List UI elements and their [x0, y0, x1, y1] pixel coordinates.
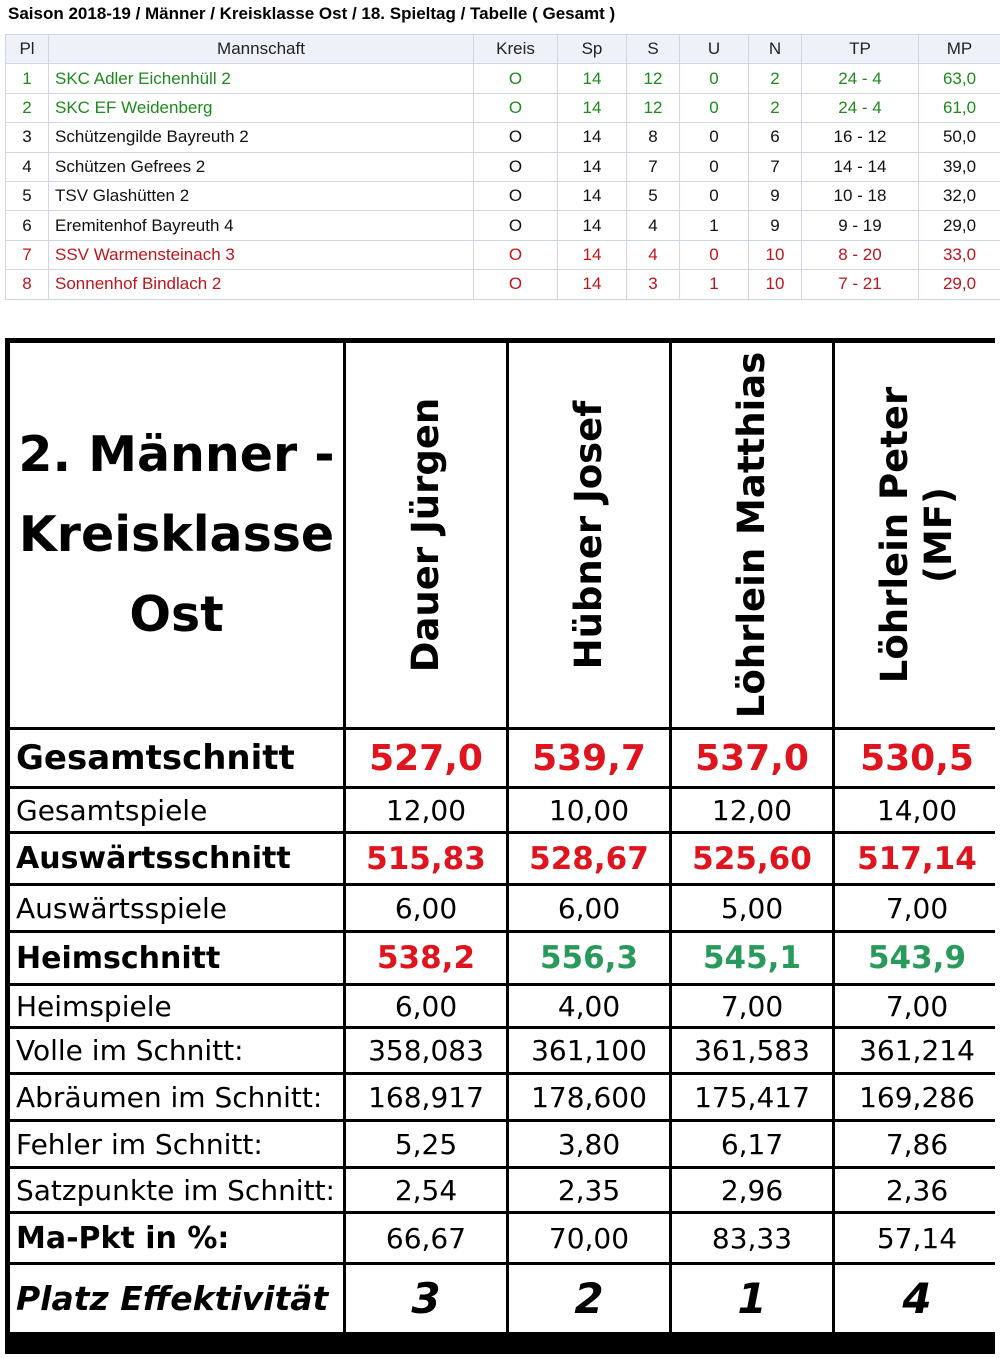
match-points: 29,0 — [919, 270, 1000, 299]
header-sp: Sp — [558, 35, 627, 64]
rank: 4 — [6, 152, 49, 181]
row-label-ma-pkt: Ma-Pkt in %: — [10, 1214, 343, 1262]
table-points: 14 - 14 — [802, 152, 919, 181]
kreis: O — [474, 93, 558, 122]
stat-value: 5,25 — [346, 1122, 506, 1166]
stat-value: 6,00 — [509, 886, 669, 930]
games: 14 — [558, 64, 627, 93]
stat-value: 537,0 — [672, 730, 832, 786]
stat-value: 361,100 — [509, 1029, 669, 1072]
row-label-auswaertsspiele: Auswärtsspiele — [10, 886, 343, 930]
losses: 9 — [749, 181, 802, 210]
kreis: O — [474, 123, 558, 152]
stat-value: 12,00 — [672, 789, 832, 831]
kreis: O — [474, 240, 558, 269]
table-row — [6, 270, 1000, 299]
stat-value: 556,3 — [509, 933, 669, 983]
player-name: Dauer Jürgen — [404, 397, 447, 673]
team-name: SKC EF Weidenberg — [49, 93, 474, 122]
header-n: N — [749, 35, 802, 64]
table-row — [6, 123, 1000, 152]
losses: 7 — [749, 152, 802, 181]
team-name: Schützengilde Bayreuth 2 — [49, 123, 474, 152]
match-points: 50,0 — [919, 123, 1000, 152]
team-name: SKC Adler Eichenhüll 2 — [49, 64, 474, 93]
row-label-gesamtspiele: Gesamtspiele — [10, 789, 343, 831]
draws: 0 — [680, 64, 749, 93]
losses: 2 — [749, 93, 802, 122]
team-name: SSV Warmensteinach 3 — [49, 240, 474, 269]
stat-value: 539,7 — [509, 730, 669, 786]
stat-value: 530,5 — [835, 730, 999, 786]
header-kreis: Kreis — [474, 35, 558, 64]
stat-value: 7,00 — [672, 986, 832, 1026]
losses: 9 — [749, 211, 802, 240]
draws: 0 — [680, 123, 749, 152]
league-table — [5, 34, 1000, 300]
kreis: O — [474, 211, 558, 240]
header-tp: TP — [802, 35, 919, 64]
rank: 8 — [6, 270, 49, 299]
table-row — [6, 152, 1000, 181]
stat-value: 14,00 — [835, 789, 999, 831]
player-header — [509, 343, 669, 727]
games: 14 — [558, 270, 627, 299]
row-label-heimschnitt: Heimschnitt — [10, 933, 343, 983]
stat-value: 7,00 — [835, 986, 999, 1026]
stat-value: 83,33 — [672, 1214, 832, 1262]
stat-value: 5,00 — [672, 886, 832, 930]
stat-value: 3 — [346, 1265, 506, 1332]
player-stats-table — [5, 338, 995, 1354]
stat-value: 6,00 — [346, 986, 506, 1026]
header-mp: MP — [919, 35, 1000, 64]
league-header-row — [6, 35, 1000, 64]
wins: 12 — [627, 64, 680, 93]
rank: 7 — [6, 240, 49, 269]
table-row — [6, 181, 1000, 210]
kreis: O — [474, 152, 558, 181]
team-name: Eremitenhof Bayreuth 4 — [49, 211, 474, 240]
rank: 2 — [6, 93, 49, 122]
row-label-abraeumen: Abräumen im Schnitt: — [10, 1075, 343, 1119]
wins: 4 — [627, 211, 680, 240]
rank: 1 — [6, 64, 49, 93]
player-header — [835, 343, 999, 727]
row-label-auswaertsschnitt: Auswärtsschnitt — [10, 834, 343, 883]
wins: 4 — [627, 240, 680, 269]
stat-value: 2 — [509, 1265, 669, 1332]
stat-value: 66,67 — [346, 1214, 506, 1262]
stat-value: 538,2 — [346, 933, 506, 983]
stat-value: 2,36 — [835, 1169, 999, 1211]
stats-title-line: Ost — [129, 586, 224, 643]
row-label-volle: Volle im Schnitt: — [10, 1029, 343, 1072]
stat-value: 7,00 — [835, 886, 999, 930]
season-title: Saison 2018-19 / Männer / Kreisklasse Ost / 18. Spieltag / Tabelle ( Gesamt ) — [8, 4, 616, 23]
match-points: 32,0 — [919, 181, 1000, 210]
match-points: 29,0 — [919, 211, 1000, 240]
stat-value: 4,00 — [509, 986, 669, 1026]
stat-value: 7,86 — [835, 1122, 999, 1166]
stat-value: 545,1 — [672, 933, 832, 983]
stat-value: 1 — [672, 1265, 832, 1332]
player-name: Hübner Josef — [567, 400, 610, 670]
player-role: (MF) — [917, 487, 960, 583]
table-row — [6, 240, 1000, 269]
stat-value: 178,600 — [509, 1075, 669, 1119]
match-points: 61,0 — [919, 93, 1000, 122]
draws: 0 — [680, 93, 749, 122]
header-u: U — [680, 35, 749, 64]
draws: 1 — [680, 270, 749, 299]
stats-title-line: 2. Männer - — [18, 426, 335, 483]
stat-value: 70,00 — [509, 1214, 669, 1262]
games: 14 — [558, 211, 627, 240]
stat-value: 175,417 — [672, 1075, 832, 1119]
stat-value: 2,54 — [346, 1169, 506, 1211]
table-points: 24 - 4 — [802, 93, 919, 122]
games: 14 — [558, 152, 627, 181]
kreis: O — [474, 64, 558, 93]
team-name: Schützen Gefrees 2 — [49, 152, 474, 181]
stat-value: 525,60 — [672, 834, 832, 883]
team-name: TSV Glashütten 2 — [49, 181, 474, 210]
rank: 3 — [6, 123, 49, 152]
player-header — [672, 343, 832, 727]
stat-value: 57,14 — [835, 1214, 999, 1262]
stat-value: 2,35 — [509, 1169, 669, 1211]
games: 14 — [558, 240, 627, 269]
table-points: 10 - 18 — [802, 181, 919, 210]
row-label-heimspiele: Heimspiele — [10, 986, 343, 1026]
row-label-fehler: Fehler im Schnitt: — [10, 1122, 343, 1166]
stat-value: 168,917 — [346, 1075, 506, 1119]
losses: 6 — [749, 123, 802, 152]
losses: 10 — [749, 270, 802, 299]
losses: 2 — [749, 64, 802, 93]
player-name: Löhrlein Matthias — [730, 351, 773, 719]
wins: 7 — [627, 152, 680, 181]
stat-value: 6,17 — [672, 1122, 832, 1166]
header-s: S — [627, 35, 680, 64]
table-points: 7 - 21 — [802, 270, 919, 299]
table-row — [6, 211, 1000, 240]
stat-value: 361,583 — [672, 1029, 832, 1072]
table-points: 8 - 20 — [802, 240, 919, 269]
stat-value: 10,00 — [509, 789, 669, 831]
row-label-gesamtschnitt: Gesamtschnitt — [10, 730, 343, 786]
wins: 5 — [627, 181, 680, 210]
kreis: O — [474, 181, 558, 210]
kreis: O — [474, 270, 558, 299]
header-mannschaft: Mannschaft — [49, 35, 474, 64]
stat-value: 6,00 — [346, 886, 506, 930]
stat-value: 543,9 — [835, 933, 999, 983]
player-name: Löhrlein Peter — [873, 386, 916, 684]
player-header — [346, 343, 506, 727]
stat-value: 517,14 — [835, 834, 999, 883]
stat-value: 361,214 — [835, 1029, 999, 1072]
stat-value: 12,00 — [346, 789, 506, 831]
stats-title-line: Kreisklasse — [18, 506, 335, 563]
match-points: 39,0 — [919, 152, 1000, 181]
stat-value: 528,67 — [509, 834, 669, 883]
table-points: 24 - 4 — [802, 64, 919, 93]
draws: 0 — [680, 240, 749, 269]
stat-value: 2,96 — [672, 1169, 832, 1211]
rank: 6 — [6, 211, 49, 240]
row-label-platz-effektivitaet: Platz Effektivität — [10, 1265, 343, 1332]
wins: 3 — [627, 270, 680, 299]
stat-value: 4 — [835, 1265, 999, 1332]
table-row — [6, 93, 1000, 122]
table-row — [6, 64, 1000, 93]
games: 14 — [558, 181, 627, 210]
stat-value: 358,083 — [346, 1029, 506, 1072]
draws: 0 — [680, 181, 749, 210]
stat-value: 527,0 — [346, 730, 506, 786]
games: 14 — [558, 123, 627, 152]
wins: 8 — [627, 123, 680, 152]
header-pl: Pl — [6, 35, 49, 64]
games: 14 — [558, 93, 627, 122]
stat-value: 515,83 — [346, 834, 506, 883]
draws: 0 — [680, 152, 749, 181]
match-points: 33,0 — [919, 240, 1000, 269]
rank: 5 — [6, 181, 49, 210]
losses: 10 — [749, 240, 802, 269]
wins: 12 — [627, 93, 680, 122]
stat-value: 169,286 — [835, 1075, 999, 1119]
draws: 1 — [680, 211, 749, 240]
stat-value: 3,80 — [509, 1122, 669, 1166]
table-points: 9 - 19 — [802, 211, 919, 240]
table-points: 16 - 12 — [802, 123, 919, 152]
team-name: Sonnenhof Bindlach 2 — [49, 270, 474, 299]
stats-title — [10, 343, 343, 727]
match-points: 63,0 — [919, 64, 1000, 93]
row-label-satzpunkte: Satzpunkte im Schnitt: — [10, 1169, 343, 1211]
